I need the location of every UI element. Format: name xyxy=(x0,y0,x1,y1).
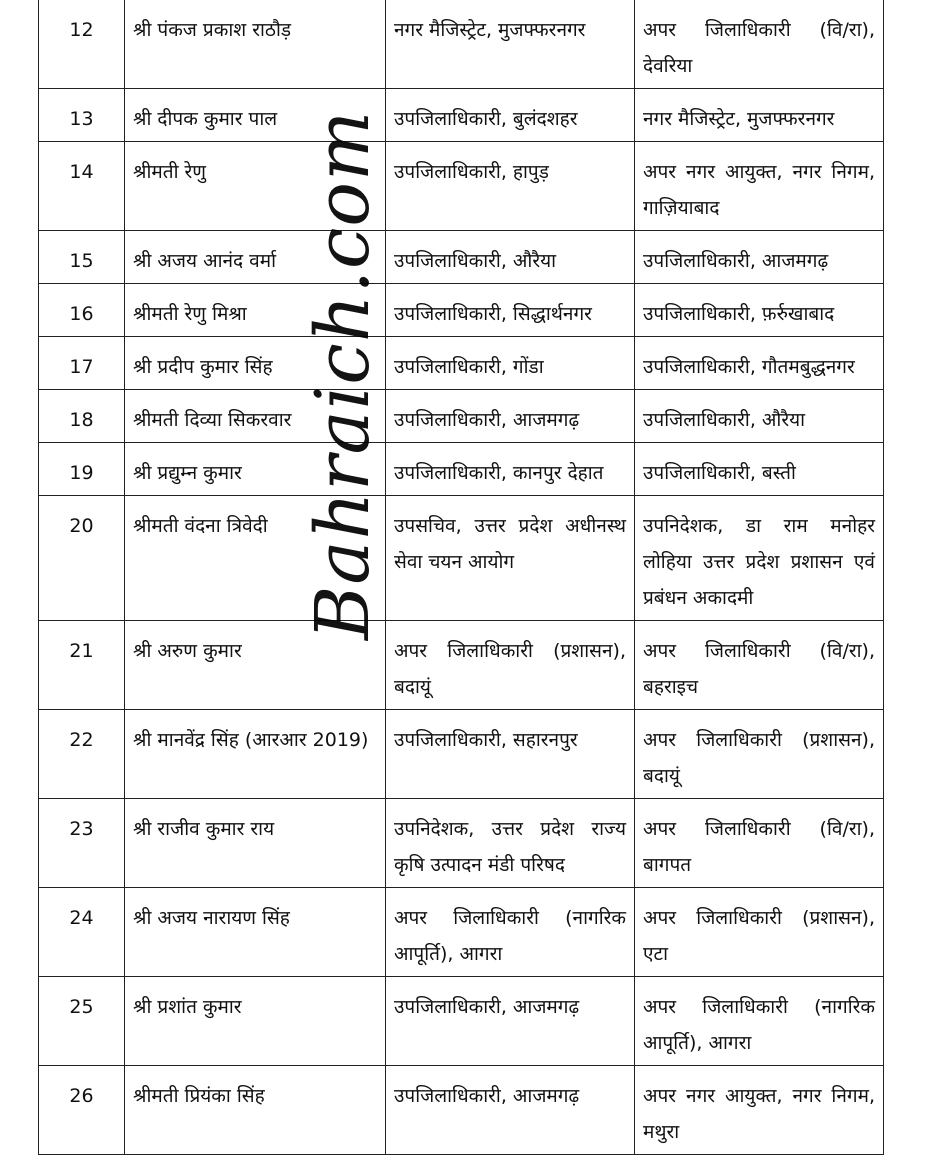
current-post-cell: उपजिलाधिकारी, कानपुर देहात xyxy=(386,443,635,496)
officer-name-cell: श्री अरुण कुमार xyxy=(125,621,386,710)
serial-number-cell: 23 xyxy=(39,799,125,888)
table-row xyxy=(39,710,884,799)
serial-number-cell: 15 xyxy=(39,231,125,284)
table-row xyxy=(39,284,884,337)
new-post-cell: उपजिलाधिकारी, आजमगढ़ xyxy=(635,231,884,284)
new-post-cell: उपनिदेशक, डा राम मनोहर लोहिया उत्तर प्रदेश प्रशासन एवं प्रबंधन अकादमी xyxy=(635,496,884,621)
serial-number-cell: 24 xyxy=(39,888,125,977)
current-post-cell: उपनिदेशक, उत्तर प्रदेश राज्य कृषि उत्पादन मंडी परिषद xyxy=(386,799,635,888)
current-post-cell: उपजिलाधिकारी, औरैया xyxy=(386,231,635,284)
table-row xyxy=(39,977,884,1066)
current-post-cell: उपजिलाधिकारी, सिद्धार्थनगर xyxy=(386,284,635,337)
table-row xyxy=(39,621,884,710)
officer-name-cell: श्री राजीव कुमार राय xyxy=(125,799,386,888)
officer-name-cell: श्री प्रदीप कुमार सिंह xyxy=(125,337,386,390)
current-post-cell: उपजिलाधिकारी, गोंडा xyxy=(386,337,635,390)
current-post-cell: उपजिलाधिकारी, हापुड़ xyxy=(386,142,635,231)
serial-number-cell: 13 xyxy=(39,89,125,142)
new-post-cell: उपजिलाधिकारी, औरैया xyxy=(635,390,884,443)
current-post-cell: उपसचिव, उत्तर प्रदेश अधीनस्थ सेवा चयन आयोग xyxy=(386,496,635,621)
officer-name-cell: श्री अजय नारायण सिंह xyxy=(125,888,386,977)
current-post-cell: उपजिलाधिकारी, सहारनपुर xyxy=(386,710,635,799)
officer-name-cell: श्री दीपक कुमार पाल xyxy=(125,89,386,142)
new-post-cell: अपर नगर आयुक्त, नगर निगम, गाज़ियाबाद xyxy=(635,142,884,231)
watermark: Bahraich.com xyxy=(300,109,386,640)
current-post-cell: उपजिलाधिकारी, आजमगढ़ xyxy=(386,1066,635,1155)
current-post-cell: अपर जिलाधिकारी (प्रशासन), बदायूं xyxy=(386,621,635,710)
officer-name-cell: श्री पंकज प्रकाश राठौड़ xyxy=(125,0,386,89)
table-row xyxy=(39,89,884,142)
serial-number-cell: 19 xyxy=(39,443,125,496)
officer-name-cell: श्रीमती रेणु मिश्रा xyxy=(125,284,386,337)
transfer-table xyxy=(38,0,884,1155)
serial-number-cell: 16 xyxy=(39,284,125,337)
new-post-cell: उपजिलाधिकारी, फ़र्रुखाबाद xyxy=(635,284,884,337)
current-post-cell: उपजिलाधिकारी, आजमगढ़ xyxy=(386,390,635,443)
serial-number-cell: 22 xyxy=(39,710,125,799)
current-post-cell: उपजिलाधिकारी, आजमगढ़ xyxy=(386,977,635,1066)
new-post-cell: उपजिलाधिकारी, बस्ती xyxy=(635,443,884,496)
new-post-cell: अपर जिलाधिकारी (वि/रा), बागपत xyxy=(635,799,884,888)
new-post-cell: अपर जिलाधिकारी (वि/रा), देवरिया xyxy=(635,0,884,89)
serial-number-cell: 14 xyxy=(39,142,125,231)
serial-number-cell: 12 xyxy=(39,0,125,89)
officer-name-cell: श्री प्रद्युम्न कुमार xyxy=(125,443,386,496)
officer-name-cell: श्रीमती वंदना त्रिवेदी xyxy=(125,496,386,621)
serial-number-cell: 21 xyxy=(39,621,125,710)
serial-number-cell: 25 xyxy=(39,977,125,1066)
officer-name-cell: श्रीमती रेणु xyxy=(125,142,386,231)
table-row xyxy=(39,337,884,390)
serial-number-cell: 18 xyxy=(39,390,125,443)
current-post-cell: नगर मैजिस्ट्रेट, मुजफ्फरनगर xyxy=(386,0,635,89)
new-post-cell: नगर मैजिस्ट्रेट, मुजफ्फरनगर xyxy=(635,89,884,142)
new-post-cell: अपर जिलाधिकारी (नागरिक आपूर्ति), आगरा xyxy=(635,977,884,1066)
transfer-table-body xyxy=(39,0,884,1155)
serial-number-cell: 26 xyxy=(39,1066,125,1155)
new-post-cell: अपर जिलाधिकारी (वि/रा), बहराइच xyxy=(635,621,884,710)
officer-name-cell: श्रीमती प्रियंका सिंह xyxy=(125,1066,386,1155)
table-row xyxy=(39,496,884,621)
serial-number-cell: 20 xyxy=(39,496,125,621)
new-post-cell: उपजिलाधिकारी, गौतमबुद्धनगर xyxy=(635,337,884,390)
current-post-cell: अपर जिलाधिकारी (नागरिक आपूर्ति), आगरा xyxy=(386,888,635,977)
new-post-cell: अपर जिलाधिकारी (प्रशासन), एटा xyxy=(635,888,884,977)
officer-name-cell: श्री मानवेंद्र सिंह (आरआर 2019) xyxy=(125,710,386,799)
table-row xyxy=(39,888,884,977)
table-row xyxy=(39,0,884,89)
table-row xyxy=(39,1066,884,1155)
new-post-cell: अपर नगर आयुक्त, नगर निगम, मथुरा xyxy=(635,1066,884,1155)
officer-name-cell: श्री प्रशांत कुमार xyxy=(125,977,386,1066)
current-post-cell: उपजिलाधिकारी, बुलंदशहर xyxy=(386,89,635,142)
officer-name-cell: श्रीमती दिव्या सिकरवार xyxy=(125,390,386,443)
table-row xyxy=(39,231,884,284)
table-row xyxy=(39,443,884,496)
table-row xyxy=(39,390,884,443)
table-row xyxy=(39,799,884,888)
serial-number-cell: 17 xyxy=(39,337,125,390)
new-post-cell: अपर जिलाधिकारी (प्रशासन), बदायूं xyxy=(635,710,884,799)
officer-name-cell: श्री अजय आनंद वर्मा xyxy=(125,231,386,284)
table-row xyxy=(39,142,884,231)
